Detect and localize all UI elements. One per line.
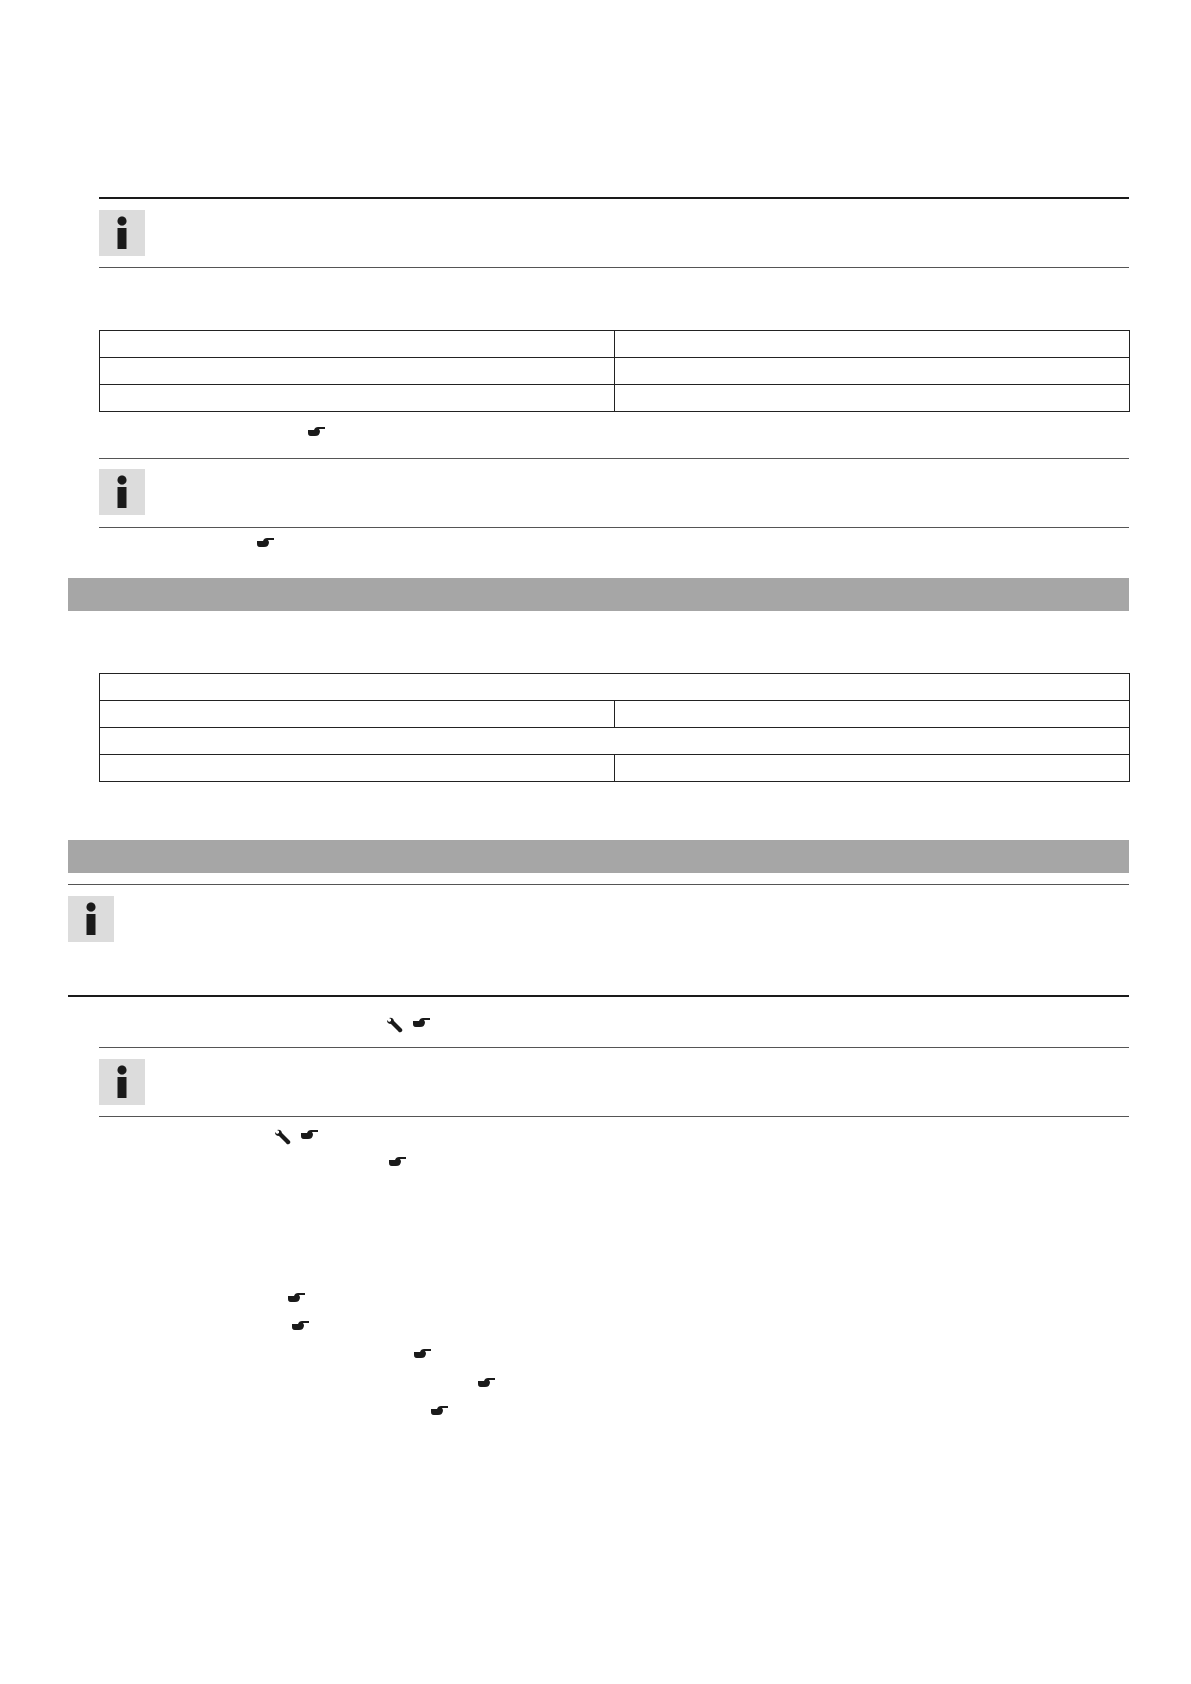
table-cell xyxy=(100,701,615,728)
pointing-hand-icon xyxy=(288,1292,305,1303)
section-heading-bar xyxy=(68,578,1129,611)
wrench-icon xyxy=(386,1017,403,1033)
note-2-top-rule xyxy=(99,458,1129,459)
table-cell xyxy=(100,331,615,358)
table-cell xyxy=(100,674,1130,701)
note-2-info-icon xyxy=(99,469,145,515)
pointing-hand-icon xyxy=(308,426,325,437)
note-2-bottom-rule xyxy=(99,527,1129,528)
table-row xyxy=(100,755,1130,782)
table-cell xyxy=(100,728,1130,755)
pointing-hand-icon xyxy=(389,1156,406,1167)
wrench-icon xyxy=(274,1129,291,1145)
note-1-bottom-rule xyxy=(99,267,1129,268)
note-4-info-icon xyxy=(99,1059,145,1105)
note-4-top-rule xyxy=(99,1047,1129,1048)
table-row xyxy=(100,358,1130,385)
table-cell xyxy=(615,755,1130,782)
table-cell xyxy=(615,701,1130,728)
note-4-bottom-rule xyxy=(99,1116,1129,1117)
table-cell xyxy=(100,358,615,385)
table-cell xyxy=(100,755,615,782)
note-3-info-icon xyxy=(68,896,114,942)
pointing-hand-icon xyxy=(414,1348,431,1359)
pointing-hand-icon xyxy=(301,1129,318,1140)
pointing-hand-icon xyxy=(292,1320,309,1331)
note-3-top-rule xyxy=(68,884,1129,885)
table-cell xyxy=(615,358,1130,385)
section-heading-bar xyxy=(68,840,1129,873)
table-row xyxy=(100,674,1130,701)
table-b xyxy=(99,673,1130,782)
note-3-bottom-rule xyxy=(68,995,1129,997)
table-cell xyxy=(615,385,1130,412)
table-row xyxy=(100,331,1130,358)
pointing-hand-icon xyxy=(257,537,274,548)
table-cell xyxy=(615,331,1130,358)
pointing-hand-icon xyxy=(413,1017,430,1028)
note-1-info-icon xyxy=(99,210,145,256)
note-1-top-rule xyxy=(99,197,1129,199)
pointing-hand-icon xyxy=(431,1405,448,1416)
table-row xyxy=(100,385,1130,412)
table-row xyxy=(100,701,1130,728)
table-a xyxy=(99,330,1130,412)
table-row xyxy=(100,728,1130,755)
table-cell xyxy=(100,385,615,412)
pointing-hand-icon xyxy=(478,1377,495,1388)
